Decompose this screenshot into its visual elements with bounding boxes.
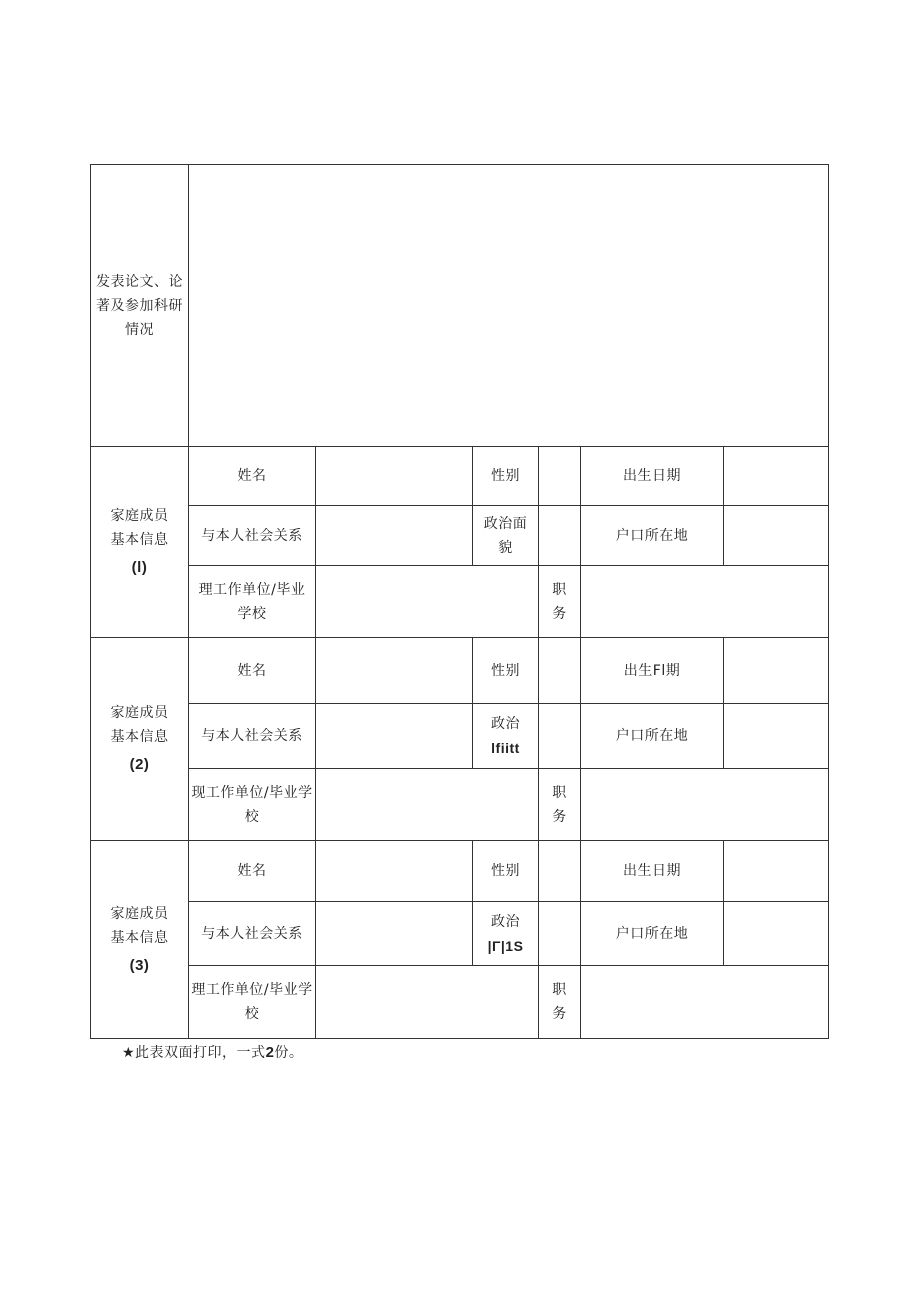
- footer-note-prefix: ★此表双面打印，一式: [122, 1045, 266, 1061]
- member-1-row-1: [91, 447, 829, 506]
- member-1-row-2: [91, 506, 829, 566]
- member-2-name-label: 姓名: [189, 638, 316, 704]
- member-2-work-label: 现工作单位/毕业学 校: [189, 769, 316, 841]
- member-2-row-3: [91, 769, 829, 841]
- member-3-relation-label: 与本人社会关系: [189, 902, 316, 966]
- member-3-name-field[interactable]: [316, 841, 473, 902]
- member-2-gender-label: 性别: [473, 638, 539, 704]
- member-2-position-label: 职 务: [539, 769, 581, 841]
- application-form-table: [90, 164, 829, 1039]
- member-2-work-field[interactable]: [316, 769, 539, 841]
- member-3-row-3: [91, 966, 829, 1039]
- member-1-section-label: 家庭成员 基本信息 (l): [91, 447, 189, 638]
- member-1-hukou-field[interactable]: [724, 506, 829, 566]
- member-1-relation-label: 与本人社会关系: [189, 506, 316, 566]
- member-3-relation-field[interactable]: [316, 902, 473, 966]
- member-2-hukou-field[interactable]: [724, 704, 829, 769]
- member-2-political-label: 政治 lfiitt: [473, 704, 539, 769]
- footer-note-number: 2: [265, 1044, 275, 1061]
- member-2-section-label: 家庭成员 基本信息 (2): [91, 638, 189, 841]
- member-1-name-field[interactable]: [316, 447, 473, 506]
- member-1-name-label: 姓名: [189, 447, 316, 506]
- member-2-row-1: [91, 638, 829, 704]
- member-3-row-1: [91, 841, 829, 902]
- member-2-relation-label: 与本人社会关系: [189, 704, 316, 769]
- member-3-row-2: [91, 902, 829, 966]
- member-1-work-field[interactable]: [316, 566, 539, 638]
- member-2-birth-field[interactable]: [724, 638, 829, 704]
- member-3-hukou-label: 户口所在地: [581, 902, 724, 966]
- member-3-name-label: 姓名: [189, 841, 316, 902]
- member-1-political-field[interactable]: [539, 506, 581, 566]
- member-1-hukou-label: 户口所在地: [581, 506, 724, 566]
- member-1-gender-label: 性别: [473, 447, 539, 506]
- member-1-birth-field[interactable]: [724, 447, 829, 506]
- member-3-section-label: 家庭成员 基本信息 (3): [91, 841, 189, 1039]
- member-2-name-field[interactable]: [316, 638, 473, 704]
- member-3-section-number: (3): [129, 956, 150, 974]
- footer-note-suffix: 份。: [274, 1045, 304, 1061]
- member-1-position-field[interactable]: [581, 566, 829, 638]
- member-1-row-3: [91, 566, 829, 638]
- member-1-relation-field[interactable]: [316, 506, 473, 566]
- member-1-political-label: 政治面 貌: [473, 506, 539, 566]
- member-2-row-2: [91, 704, 829, 769]
- publications-row: [91, 165, 829, 447]
- publications-content-field[interactable]: [189, 165, 829, 447]
- member-3-gender-label: 性别: [473, 841, 539, 902]
- member-1-gender-field[interactable]: [539, 447, 581, 506]
- member-3-work-field[interactable]: [316, 966, 539, 1039]
- member-3-position-label: 职 务: [539, 966, 581, 1039]
- footer-note: [122, 1043, 303, 1063]
- member-2-section-number: (2): [129, 756, 150, 773]
- member-1-work-label: 理工作单位/毕业 学校: [189, 566, 316, 638]
- publications-label: 发表论文、论 著及参加科研 情况: [91, 165, 189, 447]
- member-2-political-field[interactable]: [539, 704, 581, 769]
- member-3-birth-label: 出生日期: [581, 841, 724, 902]
- member-3-work-label: 理工作单位/毕业学 校: [189, 966, 316, 1039]
- member-3-hukou-field[interactable]: [724, 902, 829, 966]
- member-1-position-label: 职 务: [539, 566, 581, 638]
- member-1-section-number: (l): [131, 559, 148, 576]
- member-3-gender-field[interactable]: [539, 841, 581, 902]
- member-3-birth-field[interactable]: [724, 841, 829, 902]
- member-3-political-label: 政治 |Γ|1S: [473, 902, 539, 966]
- member-2-birth-label: 出生Fl期: [581, 638, 724, 704]
- member-2-hukou-label: 户口所在地: [581, 704, 724, 769]
- member-3-position-field[interactable]: [581, 966, 829, 1039]
- member-3-political-field[interactable]: [539, 902, 581, 966]
- member-1-birth-label: 出生日期: [581, 447, 724, 506]
- member-2-relation-field[interactable]: [316, 704, 473, 769]
- member-2-position-field[interactable]: [581, 769, 829, 841]
- member-2-gender-field[interactable]: [539, 638, 581, 704]
